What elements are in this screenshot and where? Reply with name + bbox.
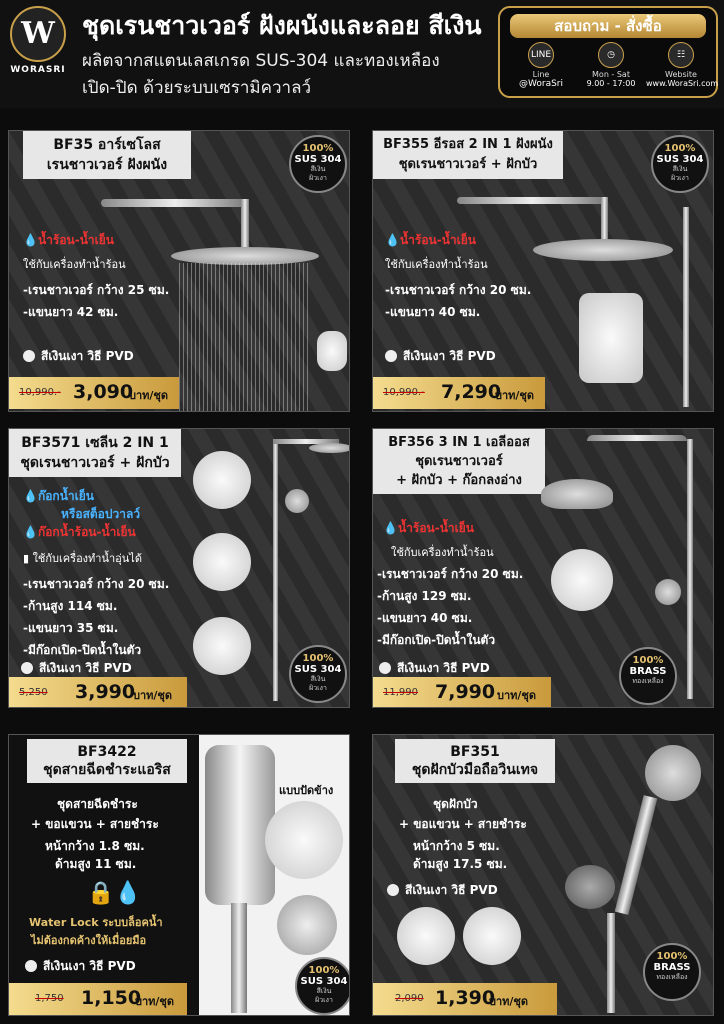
wall-holder-photo — [565, 865, 615, 909]
product-card-bf3422[interactable] — [8, 734, 350, 1016]
mixer-photo — [193, 617, 251, 675]
spec-arm: -แขนยาว 40 ซม. — [377, 611, 473, 625]
hose-photo — [277, 895, 337, 955]
water-type: 💧น้ำร้อน-น้ำเย็น — [383, 521, 475, 535]
sale-price: 7,290 — [441, 381, 502, 403]
material-badge: 100% SUS 304 สีเงิน ผิวเงา — [651, 135, 709, 193]
spec-height: -ก้านสูง 114 ซม. — [23, 599, 118, 613]
finish-label: สีเงินเงา วิธี PVD — [379, 659, 490, 678]
finish-label: สีเงินเงา วิธี PVD — [23, 347, 134, 366]
water-drop-icon: 💧 — [385, 233, 400, 247]
finish-label: สีเงินเงา วิธี PVD — [385, 347, 496, 366]
shower-hose — [607, 913, 615, 1013]
old-price: 5,250 — [19, 687, 48, 698]
product-card-bf351[interactable] — [372, 734, 714, 1016]
heater-note: ใช้กับเครื่องทำน้ำร้อน — [23, 258, 126, 271]
heater-note: ใช้กับเครื่องทำน้ำร้อน — [391, 546, 494, 559]
old-price: 10,990.- — [383, 387, 425, 398]
water-drop-icon: 💧 — [23, 525, 38, 539]
hand-shower-hose — [683, 207, 689, 407]
hot-tap-line: 💧ก๊อกน้ำร้อน-น้ำเย็น — [23, 525, 136, 539]
finish-swatch — [23, 350, 35, 362]
desc-set: ชุดสายฉีดชำระ — [57, 797, 138, 811]
page-subtitle-material: ผลิตจากสแตนเลสเกรด SUS-304 และทองเหลือง — [82, 51, 440, 71]
sale-price: 3,090 — [73, 381, 134, 403]
product-title: BF3422 ชุดสายฉีดชำระแอริส — [27, 739, 187, 783]
clock-icon: ◷ — [598, 42, 624, 68]
product-card-bf35[interactable] — [8, 130, 350, 412]
page-subtitle-valve: เปิด-ปิด ด้วยระบบเซรามิควาลว์ — [82, 78, 312, 98]
heater-note: ใช้กับเครื่องทำน้ำร้อน — [385, 258, 488, 271]
price-unit: บาท/ชุด — [497, 689, 537, 702]
shower-drop-pipe — [241, 199, 249, 249]
sale-price: 1,390 — [435, 987, 496, 1009]
material-badge: 100% SUS 304 สีเงิน ผิวเงา — [295, 957, 350, 1015]
price-unit: บาท/ชุด — [495, 389, 535, 402]
contact-title: สอบถาม - สั่งซื้อ — [510, 14, 706, 38]
spec-width: -เรนชาวเวอร์ กว้าง 25 ซม. — [23, 283, 170, 297]
material-badge: 100% SUS 304 สีเงิน ผิวเงา — [289, 645, 347, 703]
hours-value: 9.00 - 17:00 — [586, 79, 636, 88]
hand-shower-head — [655, 579, 681, 605]
heater-note: ▮ ใช้กับเครื่องทำน้ำอุ่นได้ — [23, 552, 142, 565]
spec-arm: -แขนยาว 42 ซม. — [23, 305, 119, 319]
price-unit: บาท/ชุด — [129, 389, 169, 402]
cold-tap-line: 💧ก๊อกน้ำเย็น — [23, 489, 94, 503]
valve-photo — [317, 331, 347, 371]
hand-shower-head — [285, 489, 309, 513]
mixer-valve-photo — [579, 293, 643, 383]
old-price: 10,990.- — [19, 387, 61, 398]
shower-arm — [101, 199, 249, 207]
water-drop-icon: 💧 — [23, 489, 38, 503]
website-link[interactable]: www.WoraSri.com — [646, 79, 719, 88]
water-lock-title: Water Lock ระบบล็อคน้ำ — [29, 916, 163, 929]
cold-tap-line-2: หรือสต็อปวาลว์ — [61, 507, 141, 521]
water-heater-icon: ▮ — [23, 552, 33, 565]
desc-face-width: หน้ากว้าง 5 ซม. — [413, 839, 500, 853]
finish-swatch — [387, 884, 399, 896]
brand-logo — [8, 6, 68, 80]
finish-label: สีเงินเงา วิธี PVD — [21, 659, 132, 678]
price-unit: บาท/ชุด — [135, 995, 175, 1008]
sale-price: 3,990 — [75, 681, 136, 703]
spec-valve: -มีก๊อกเปิด-ปิดน้ำในตัว — [23, 643, 142, 657]
logo-circle — [10, 6, 66, 62]
logo-text: WORASRI — [10, 65, 66, 75]
mixer-photo — [551, 549, 613, 611]
spec-height: -ก้านสูง 129 ซม. — [377, 589, 472, 603]
product-title: BF355 อีรอส 2 IN 1 ฝังผนัง ชุดเรนชาวเวอร์ + ฝักบัว — [373, 131, 563, 179]
product-card-bf3571[interactable] — [8, 428, 350, 708]
finish-swatch — [21, 662, 33, 674]
page-title: ชุดเรนชาวเวอร์ ฝังผนังและลอย สีเงิน — [82, 11, 482, 40]
water-type: 💧น้ำร้อน-น้ำเย็น — [23, 233, 115, 247]
product-card-bf355[interactable] — [372, 130, 714, 412]
rain-shower-head — [541, 479, 613, 509]
water-lock-note: ไม่ต้องกดค้างให้เมื่อยมือ — [31, 934, 147, 947]
finish-label: สีเงินเงา วิธี PVD — [387, 881, 498, 900]
contact-website[interactable] — [646, 42, 719, 88]
hose-photo — [463, 907, 521, 965]
material-badge: 100% SUS 304 สีเงิน ผิวเงา — [289, 135, 347, 193]
old-price: 2,090 — [395, 993, 424, 1004]
rain-shower-head — [309, 443, 350, 453]
price-tag — [373, 377, 545, 409]
hours-label: Mon - Sat — [592, 70, 630, 79]
product-title: BF3571 เซลีน 2 IN 1 ชุดเรนชาวเวอร์ + ฝักบัว — [9, 429, 181, 477]
sale-price: 1,150 — [81, 987, 142, 1009]
finish-swatch — [379, 662, 391, 674]
water-lock-icon: 🔒💧 — [87, 881, 142, 906]
price-tag — [9, 377, 179, 409]
contact-line[interactable] — [506, 42, 576, 89]
line-label: Line — [532, 70, 550, 79]
hand-shower-head — [645, 745, 701, 801]
desc-handle-height: ด้ามสูง 11 ซม. — [55, 857, 137, 871]
finish-swatch — [25, 960, 37, 972]
old-price: 1,750 — [35, 993, 64, 1004]
side-lever-photo — [265, 801, 343, 879]
shower-column — [687, 439, 693, 699]
shower-column — [273, 439, 278, 701]
water-drop-icon: 💧 — [383, 521, 398, 535]
bidet-sprayer-photo — [205, 745, 275, 905]
line-icon: LINE — [528, 42, 554, 68]
spec-width: -เรนชาวเวอร์ กว้าง 20 ซม. — [377, 567, 524, 581]
desc-face-width: หน้ากว้าง 1.8 ซม. — [45, 839, 145, 853]
desc-handle-height: ด้ามสูง 17.5 ซม. — [413, 857, 508, 871]
contact-hours — [576, 42, 646, 88]
water-type: 💧น้ำร้อน-น้ำเย็น — [385, 233, 477, 247]
side-lever-label: แบบปัดข้าง — [279, 784, 334, 797]
desc-includes: + ขอแขวน + สายชำระ — [399, 817, 527, 831]
spec-valve: -มีก๊อกเปิด-ปิดน้ำในตัว — [377, 633, 496, 647]
price-unit: บาท/ชุด — [133, 689, 173, 702]
finish-swatch — [385, 350, 397, 362]
material-badge: 100% BRASS ทองเหลือง — [619, 647, 677, 705]
spec-width: -เรนชาวเวอร์ กว้าง 20 ซม. — [23, 577, 170, 591]
line-id[interactable]: @WoraSri — [518, 79, 563, 89]
old-price: 11,990 — [383, 687, 418, 698]
rain-shower-head — [533, 239, 673, 261]
header — [0, 0, 724, 108]
shower-drop-pipe — [601, 197, 608, 241]
price-tag — [9, 677, 187, 708]
product-title: BF356 3 IN 1 เอลีออส ชุดเรนชาวเวอร์ + ฝักบัว + ก๊อกลงอ่าง — [373, 429, 545, 494]
finish-label: สีเงินเงา วิธี PVD — [25, 957, 136, 976]
product-card-bf356[interactable] — [372, 428, 714, 708]
desc-set: ชุดฝักบัว — [433, 797, 478, 811]
holder-photo — [397, 907, 455, 965]
price-tag — [373, 983, 557, 1015]
bidet-hose — [231, 903, 247, 1013]
spec-arm: -แขนยาว 40 ซม. — [385, 305, 481, 319]
rain-head-photo — [193, 451, 251, 509]
material-badge: 100% BRASS ทองเหลือง — [643, 943, 701, 1001]
water-drop-icon: 💧 — [23, 233, 38, 247]
price-unit: บาท/ชุด — [489, 995, 529, 1008]
desc-includes: + ขอแขวน + สายชำระ — [31, 817, 159, 831]
spec-width: -เรนชาวเวอร์ กว้าง 20 ซม. — [385, 283, 532, 297]
product-title: BF351 ชุดฝักบัวมือถือวินเทจ — [395, 739, 555, 783]
sale-price: 7,990 — [435, 681, 496, 703]
logo-letter: W — [21, 16, 55, 51]
product-title: BF35 อาร์เซโลส เรนชาวเวอร์ ฝังผนัง — [23, 131, 191, 179]
shower-arch — [587, 435, 687, 441]
water-spray — [179, 263, 311, 412]
website-label: Website — [665, 70, 697, 79]
price-tag — [9, 983, 187, 1015]
hand-shower-photo — [193, 533, 251, 591]
spec-arm: -แขนยาว 35 ซม. — [23, 621, 119, 635]
contact-box — [498, 6, 718, 98]
shower-arm — [457, 197, 607, 204]
price-tag — [373, 677, 551, 708]
globe-icon: ☷ — [668, 42, 694, 68]
